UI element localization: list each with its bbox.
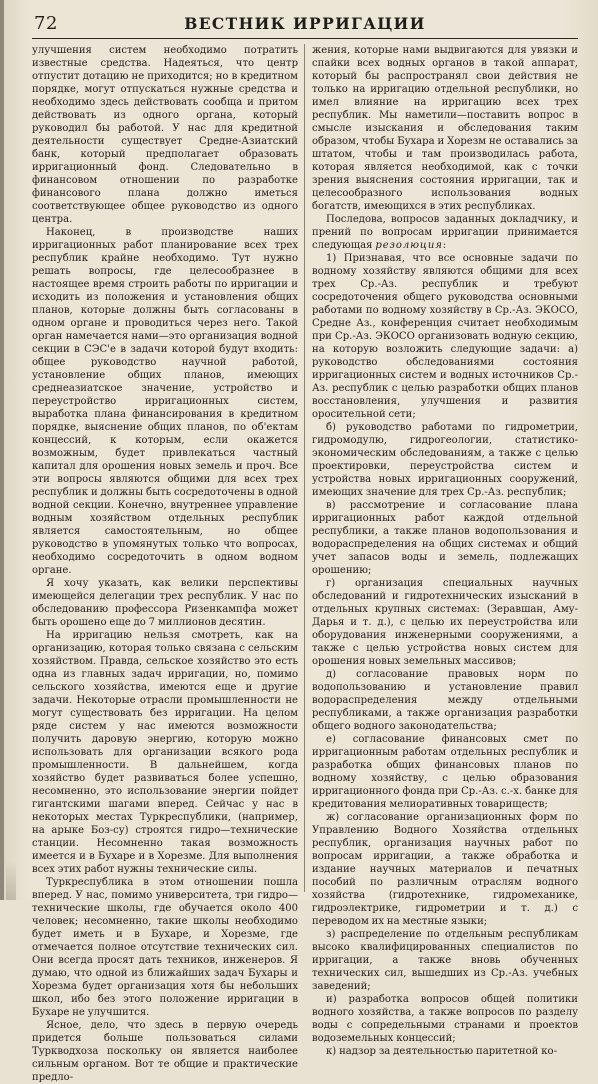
binding-fold xyxy=(0,0,4,900)
resolution-intro xyxy=(312,213,578,252)
page-header xyxy=(32,12,578,39)
paragraph: Туркреспублика в этом отношении пошла вперед. У нас, помимо университета, три гидро—технические школы, где обучается около 400 человек; несомненно, такие школы необходимо будет иметь и в Бухаре, и Хорезме, где отмечается полное отсутствие технических сил. Они всегда просят дать техников, инженеров. Я думаю, что одной из ближайших задач Бухары и Хорезма будет организация хотя бы небольших школ, ибо без этого положение ирригации в Бухаре не улучшится. xyxy=(32,877,298,1018)
left-column xyxy=(32,44,298,1083)
paragraph: Ясное, дело, что здесь в первую очередь придется больше пользоваться силами Туркводхоза поскольку он является наиболее сильным органом. Вот те общие и практические предло- xyxy=(32,1020,298,1083)
right-column xyxy=(312,44,578,1057)
resolution-item: д) согласование правовых норм по водопользованию и установление правил водораспределения между отдельными республиками, а также организация разработки общего водного законодательства; xyxy=(312,669,578,732)
journal-title: ВЕСТНИК ИРРИГАЦИИ xyxy=(184,14,426,33)
resolution-item: и) разработка вопросов общей политики водного хозяйства, а также вопросов по разделу воды с сопредельными странами и проектов водоземельных концессий; xyxy=(312,994,578,1044)
resolution-item: г) организация специальных научных обследований и гидротехнических изысканий в отдельных крупных системах: (Зеравшан, Аму-Дарья и т. д.), с целью их переустройства или оборудования инженерными сооружениями, а также с целью устройства новых систем для орошения новых земельных массивов; xyxy=(312,578,578,667)
paragraph: Я хочу указать, как велики перспективы имеющейся делегации трех республик. У нас по обследованию профессора Ризенкампфа может быть орошено еще до 7 миллионов десятин. xyxy=(32,578,298,628)
resolution-item: в) рассмотрение и согласование плана ирригационных работ каждой отдельной республики, а также планов водопользования и водораспределения на общих системах и общий учет запасов воды и земель, подлежащих орошению; xyxy=(312,500,578,576)
resolution-item: ж) согласование организационных форм по Управлению Водного Хозяйства отдельных республик, организация научных работ по вопросам ирригации, а также обработка и издание научных материалов и печатных пособий по различным отраслям водного хозяйства (гидротехнике, гидромеханике, гидроэлектрике, гидрометрии и т. д.) с переводом их на местные языки; xyxy=(312,812,578,927)
column-divider xyxy=(304,44,305,892)
paragraph: Наконец, в производстве наших ирригационных работ планирование всех трех республик крайне необходимо. Тут нужно решать вопросы, где целесообразнее в настоящее время строить работы по ирригации и исходить из положения и установления общих планов, которые должны быть согласованы в одном органе и проводиться через него. Такой орган намечается нами—это организация водной секции в СЭС'е в задачи которой будут входить: общее руководство научной работой, установление общих планов, имеющих среднеазиатское значение, устройство и переустройство ирригационных систем, выработка плана финансирования в кредитном порядке, выяснение общих планов, по об'ектам концессий, к которым, если окажется возможным, будет привлекаться частный капитал для орошения новых земель и проч. Все эти вопросы являются общими для всех трех республик и должны быть сосредоточены в одной водной секции. Конечно, внутреннее управление водным хозяйством отдельных республик является самостоятельным, но общее руководство в упомянутых только что вопросах, необходимо сосредоточить в одном водном органе. xyxy=(32,227,298,576)
resolution-intro-text: Последова, вопросов заданных докладчику, и прений по вопросам ирригации принимается следующая xyxy=(312,214,578,251)
page-number: 72 xyxy=(34,13,58,34)
paragraph: жения, которые нами выдвигаются для увязки и спайки всех водных органов в такой аппарат, который бы распространял свои действия не только на ирригацию отдельной республики, но имел влияние на ирригацию всех трех республик. Мы наметили—поставить вопрос в смысле изыскания и обследования таким образом, чтобы Бухара и Хорезм не оставались за штатом, чтобы и там производилась работа, которая является необходимой, как с точки зрения выяснения состояния ирригации, так и целесообразного использования водных богатств, имеющихся в этих республиках. xyxy=(312,45,578,212)
paragraph: улучшения систем необходимо потратить известные средства. Надеяться, что центр отпустит дотацию не приходится; но в кредитном порядке, могут отпускаться нужные средства и необходимо здесь действовать сообща и притом действовать из одного органа, который руководил бы работой. У нас для кредитной деятельности существует Средне-Азиатский банк, который предполагает образовать ирригационный фонд. Следовательно в финансовом отношении по разработке финансового плана должно иметься соответствующее общее руководство из одного центра. xyxy=(32,45,298,225)
text-columns xyxy=(32,44,578,1083)
page-corner-shadow xyxy=(6,860,16,900)
resolution-word: резолюция xyxy=(375,240,443,251)
resolution-item: 1) Признавая, что все основные задачи по водному хозяйству являются общими для всех трех Ср.-Аз. республик и требуют сосредоточения общего руководства основными работами по водному хозяйству в Ср.-Аз. ЭКОСО, Средне Аз., конференция считает необходимым при Ср.-Аз. ЭКОСО организовать водную секцию, на которую возложить следующие задачи: а) руководство обследованиями состояния ирригационных систем и водных источников Ср.-Аз. республик с целью разработки общих планов восстановления, улучшения и развития оросительной сети; xyxy=(312,253,578,420)
resolution-colon: : xyxy=(442,240,447,251)
resolution-item: з) распределение по отдельным республикам высоко квалифицированных специалистов по ирригации, а также вновь обученных технических сил, вышедших из Ср.-Аз. учебных заведений; xyxy=(312,929,578,992)
resolution-item: к) надзор за деятельностью паритетной ко- xyxy=(326,1046,557,1057)
resolution-item: е) согласование финансовых смет по ирригационным работам отдельных республик и разработка общих финансовых планов по водному хозяйству, с целью образования ирригационного фонда при Ср.-Аз. с.-х. банке для кредитования мелиоративных товариществ; xyxy=(312,734,578,810)
paragraph: На ирригацию нельзя смотреть, как на организацию, которая только связана с сельским хозяйством. Правда, сельское хозяйство это есть одна из главных задач ирригации, но, помимо сельского хозяйства, имеются еще и другие задачи. Некоторые отрасли промышленности не могут существовать без ирригации. На целом ряде систем у нас имеются возможности получить даровую энергию, которую можно использовать для организации всякого рода промышленности. В дальнейшем, когда хозяйство будет развиваться более успешно, несомненно, это использование энергии пойдет гигантскими шагами вперед. Сейчас у нас в некоторых местах Туркреспублики, (например, на арыке Боз-су) строятся гидро—технические станции. Несомненно такая возможность имеется и в Бухаре и в Хорезме. Для выполнения всех этих работ нужны технические силы. xyxy=(32,630,298,875)
resolution-item: б) руководство работами по гидрометрии, гидромодулю, гидрогеологии, статистико-экономическим обследованиям, а также с целью проектировки, переустройства систем и устройства новых ирригационных сооружений, имеющих значение для трех Ср.-Аз. республик; xyxy=(312,422,578,498)
